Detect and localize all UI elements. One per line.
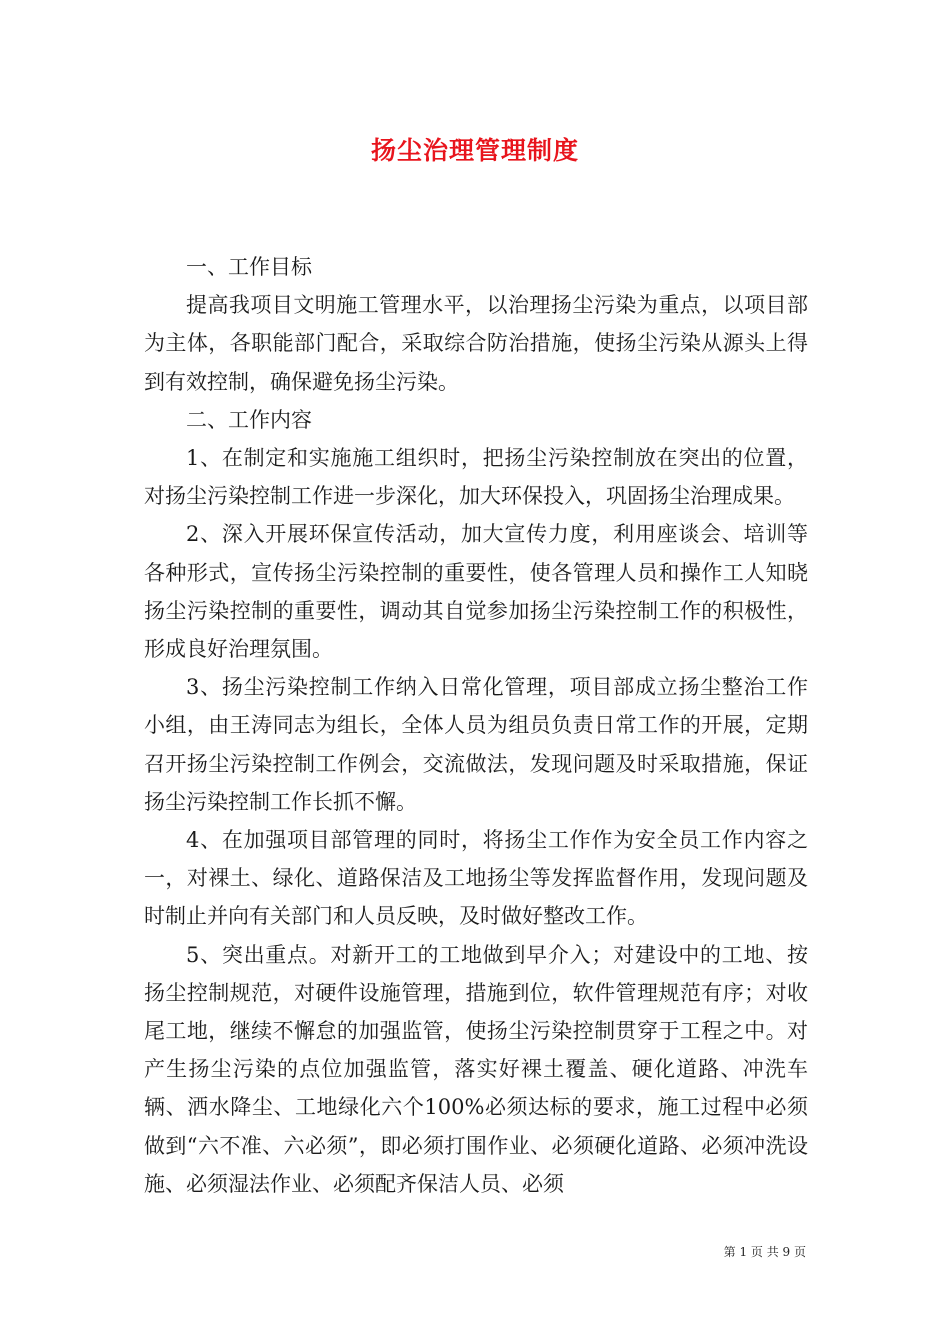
paragraph-item-4: 4、在加强项目部管理的同时，将扬尘工作作为安全员工作内容之一，对裸土、绿化、道路保洁及工地扬尘等发挥监督作用，发现问题及时制止并向有关部门和人员反映，及时做好整改工作。 xyxy=(144,828,808,929)
paragraph-item-3: 3、扬尘污染控制工作纳入日常化管理，项目部成立扬尘整治工作小组，由王涛同志为组长，全体人员为组员负责日常工作的开展，定期召开扬尘污染控制工作例会，交流做法，发现问题及时采取措施，保证扬尘污染控制工作长抓不懈。 xyxy=(144,675,808,814)
page-number: 第 1 页 共 9 页 xyxy=(723,1245,806,1259)
paragraph-item-2: 2、深入开展环保宣传活动，加大宣传力度，利用座谈会、培训等各种形式，宣传扬尘污染控制的重要性，使各管理人员和操作工人知晓扬尘污染控制的重要性，调动其自觉参加扬尘污染控制工作的积极性，形成良好治理氛围。 xyxy=(144,522,808,662)
section-heading-goal: 一、工作目标 xyxy=(186,255,312,279)
document-title: 扬尘治理管理制度 xyxy=(370,136,579,165)
paragraph-goal: 提高我项目文明施工管理水平，以治理扬尘污染为重点，以项目部为主体，各职能部门配合，采取综合防治措施，使扬尘污染从源头上得到有效控制，确保避免扬尘污染。 xyxy=(144,293,808,394)
section-heading-content: 二、工作内容 xyxy=(186,407,312,432)
paragraph-item-1: 1、在制定和实施施工组织时，把扬尘污染控制放在突出的位置，对扬尘污染控制工作进一步深化，加大环保投入，巩固扬尘治理成果。 xyxy=(144,446,808,509)
paragraph-item-5: 5、突出重点。对新开工的工地做到早介入；对建设中的工地、按扬尘控制规范，对硬件设施管理，措施到位，软件管理规范有序；对收尾工地，继续不懈怠的加强监管，使扬尘污染控制贯穿于工程之中。对产生扬尘污染的点位加强监管，落实好裸土覆盖、硬化道路、冲洗车辆、洒水降尘、工地绿化六个100%必须达标的要求，施工过程中必须做到“六不准、六必须”，即必须打围作业、必须硬化道路、必须冲洗设施、必须湿法作业、必须配齐保洁人员、必须 xyxy=(144,942,808,1196)
document-body xyxy=(144,248,808,1203)
